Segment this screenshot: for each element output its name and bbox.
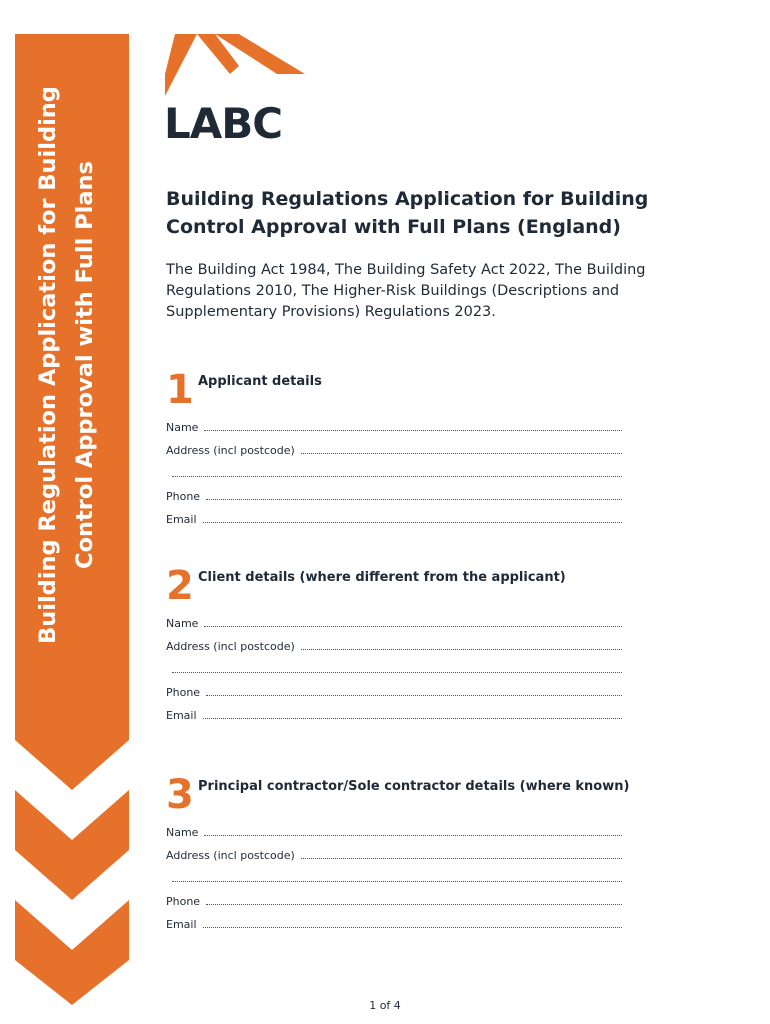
section-heading: Client details (where different from the applicant) bbox=[198, 570, 566, 585]
address-continuation-field[interactable] bbox=[166, 660, 622, 676]
address-field[interactable]: Address (incl postcode) bbox=[166, 637, 622, 653]
section-number: 1 bbox=[166, 367, 194, 413]
address-continuation-field[interactable] bbox=[166, 869, 622, 885]
section-number: 3 bbox=[166, 772, 194, 818]
sidebar-banner bbox=[0, 0, 150, 1024]
section-number: 2 bbox=[166, 563, 194, 609]
phone-field[interactable]: Phone bbox=[166, 892, 622, 908]
name-field[interactable]: Name bbox=[166, 614, 622, 630]
page-title: Building Regulations Application for Building Control Approval with Full Plans (England) bbox=[166, 188, 649, 238]
name-field[interactable]: Name bbox=[166, 823, 622, 839]
email-field[interactable]: Email bbox=[166, 915, 622, 931]
section-heading: Principal contractor/Sole contractor details (where known) bbox=[198, 779, 630, 794]
phone-field[interactable]: Phone bbox=[166, 683, 622, 699]
sidebar-title-line2: Control Approval with Full Plans bbox=[72, 161, 98, 569]
address-field[interactable]: Address (incl postcode) bbox=[166, 846, 622, 862]
phone-field[interactable]: Phone bbox=[166, 487, 622, 503]
sidebar-title bbox=[30, 40, 104, 690]
email-field[interactable]: Email bbox=[166, 510, 622, 526]
intro-text: The Building Act 1984, The Building Safety Act 2022, The Building Regulations 2010, The Higher-Risk Buildings (Descriptions and Supplementary Provisions) Regulations 2023. bbox=[166, 262, 646, 320]
labc-logo-text: LABC bbox=[164, 99, 283, 148]
sidebar-title-line1: Building Regulation Application for Building bbox=[35, 86, 61, 644]
address-field[interactable]: Address (incl postcode) bbox=[166, 441, 622, 457]
page-number: 1 of 4 bbox=[369, 999, 401, 1012]
email-field[interactable]: Email bbox=[166, 706, 622, 722]
address-continuation-field[interactable] bbox=[166, 464, 622, 480]
section-heading: Applicant details bbox=[198, 374, 322, 389]
name-field[interactable]: Name bbox=[166, 418, 622, 434]
